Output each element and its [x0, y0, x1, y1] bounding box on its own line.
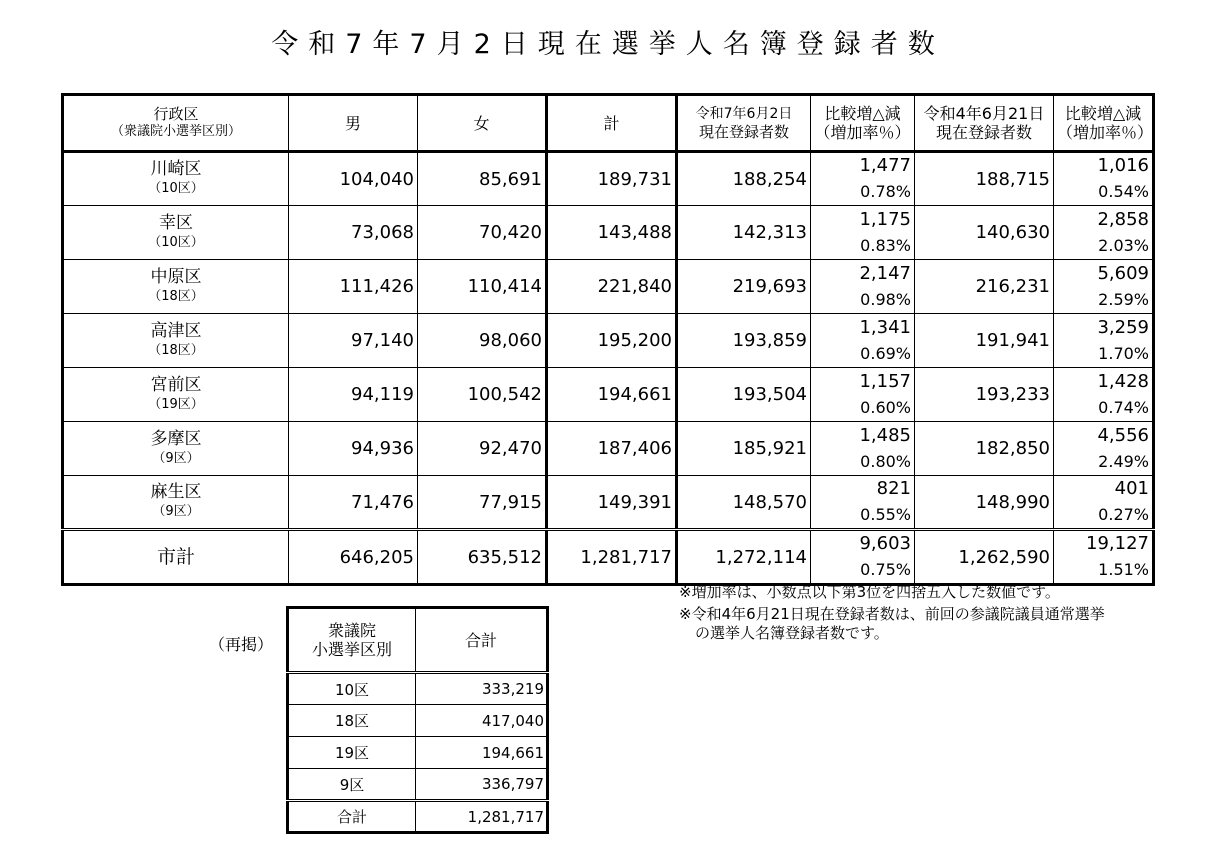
male-cell: 111,426 [289, 260, 418, 314]
district-name: 幸区 [159, 212, 193, 233]
diff-value: 1,175 [859, 208, 911, 230]
table-row [63, 314, 1154, 368]
district-cell [63, 260, 289, 314]
district-constituency: （18区） [148, 288, 204, 304]
total-cell: 189,731 [547, 152, 677, 206]
district-cell [63, 206, 289, 260]
header-diff-l1: 比較増△減 [824, 104, 901, 123]
diff2-rate: 1.51% [1098, 560, 1149, 579]
header-diff2-l2: （増加率％） [1057, 123, 1154, 142]
diff-cell [811, 530, 915, 585]
total-cell: 149,391 [547, 476, 677, 530]
diff-value: 821 [876, 478, 911, 499]
header-diff [811, 95, 915, 152]
diff-rate: 0.55% [860, 505, 911, 524]
diff-value: 1,341 [859, 316, 911, 338]
diff2-cell [1054, 476, 1154, 530]
male-cell: 97,140 [289, 314, 418, 368]
total-cell: 1,281,717 [547, 530, 677, 585]
female-cell: 635,512 [418, 530, 547, 585]
diff2-rate: 2.49% [1098, 451, 1149, 471]
header-row [63, 95, 1154, 152]
male-cell: 71,476 [289, 476, 418, 530]
district-constituency: （10区） [148, 234, 204, 250]
constituency-total-row [288, 801, 548, 833]
diff2-value: 1,016 [1097, 155, 1149, 176]
table-row [63, 368, 1154, 422]
female-cell: 70,420 [418, 206, 547, 260]
diff2-rate: 1.70% [1098, 343, 1149, 363]
diff-cell [811, 368, 915, 422]
city-total-label: 市計 [63, 530, 289, 585]
prev2-cell: 188,715 [915, 152, 1054, 206]
constituency-label: 9区 [288, 769, 416, 801]
diff-value: 1,477 [859, 155, 911, 176]
header-prev-l1: 令和7年6月2日 [695, 106, 793, 122]
header-district [63, 95, 289, 152]
diff2-value: 4,556 [1097, 424, 1149, 446]
diff2-cell [1054, 152, 1154, 206]
footnotes [679, 583, 1105, 643]
prev-cell: 193,504 [677, 368, 811, 422]
male-cell: 104,040 [289, 152, 418, 206]
diff-cell [811, 206, 915, 260]
diff2-rate: 2.59% [1098, 289, 1149, 309]
prev2-cell: 216,231 [915, 260, 1054, 314]
diff2-value: 19,127 [1086, 533, 1149, 554]
constituency-total-label: 合計 [288, 801, 416, 833]
constituency-value: 336,797 [416, 769, 548, 801]
header-constituency-l1: 衆議院 [327, 621, 376, 640]
total-cell: 187,406 [547, 422, 677, 476]
diff-cell [811, 422, 915, 476]
header-diff2 [1054, 95, 1154, 152]
female-cell: 77,915 [418, 476, 547, 530]
total-cell: 143,488 [547, 206, 677, 260]
male-cell: 94,936 [289, 422, 418, 476]
constituency-total-value: 1,281,717 [416, 801, 548, 833]
header-female: 女 [418, 95, 547, 152]
header-row [288, 608, 548, 673]
prev-cell: 193,859 [677, 314, 811, 368]
diff2-cell [1054, 260, 1154, 314]
diff-rate: 0.60% [860, 397, 911, 417]
diff-value: 2,147 [859, 262, 911, 284]
header-constituency-l2: 小選挙区別 [311, 640, 392, 659]
prev-cell: 1,272,114 [677, 530, 811, 585]
header-prev [677, 95, 811, 152]
diff2-value: 401 [1114, 478, 1149, 499]
table-row [288, 705, 548, 737]
district-constituency: （9区） [152, 504, 200, 519]
header-sum: 合計 [416, 608, 548, 673]
prev-cell: 188,254 [677, 152, 811, 206]
prev2-cell: 140,630 [915, 206, 1054, 260]
header-diff2-l1: 比較増△減 [1064, 104, 1142, 123]
female-cell: 92,470 [418, 422, 547, 476]
constituency-value: 194,661 [416, 737, 548, 769]
district-name: 中原区 [150, 266, 202, 287]
constituency-label: 18区 [288, 705, 416, 737]
diff-cell [811, 152, 915, 206]
prev-cell: 219,693 [677, 260, 811, 314]
diff2-rate: 0.74% [1098, 397, 1149, 417]
district-name: 多摩区 [150, 428, 202, 449]
header-prev2-l2: 現在登録者数 [935, 123, 1032, 142]
female-cell: 98,060 [418, 314, 547, 368]
constituency-value: 417,040 [416, 705, 548, 737]
header-prev2 [915, 95, 1054, 152]
male-cell: 94,119 [289, 368, 418, 422]
diff-rate: 0.83% [860, 235, 911, 255]
district-cell [63, 152, 289, 206]
district-cell [63, 476, 289, 530]
diff-rate: 0.80% [860, 451, 911, 471]
female-cell: 100,542 [418, 368, 547, 422]
prev2-cell: 1,262,590 [915, 530, 1054, 585]
table-row [288, 737, 548, 769]
female-cell: 85,691 [418, 152, 547, 206]
prev2-cell: 191,941 [915, 314, 1054, 368]
table-row [63, 476, 1154, 530]
header-diff-l2: （増加率％） [814, 123, 911, 142]
diff2-rate: 2.03% [1098, 235, 1149, 255]
diff-cell [811, 476, 915, 530]
prev-cell: 148,570 [677, 476, 811, 530]
header-district-label: 行政区 [153, 105, 199, 123]
district-cell [63, 314, 289, 368]
table-row [63, 152, 1154, 206]
prev-cell: 142,313 [677, 206, 811, 260]
constituency-label: 10区 [288, 673, 416, 705]
district-name: 川崎区 [150, 159, 202, 179]
constituency-table [286, 606, 549, 834]
prev-cell: 185,921 [677, 422, 811, 476]
header-prev2-l1: 令和4年6月21日 [923, 104, 1045, 123]
diff-rate: 0.75% [860, 560, 911, 579]
header-total: 計 [547, 95, 677, 152]
table-row [63, 422, 1154, 476]
female-cell: 110,414 [418, 260, 547, 314]
diff2-cell [1054, 206, 1154, 260]
diff-rate: 0.98% [860, 289, 911, 309]
district-name: 宮前区 [150, 374, 202, 395]
district-name: 高津区 [150, 320, 202, 341]
diff2-value: 5,609 [1097, 262, 1149, 284]
page-title: 令和7年7月2日現在選挙人名簿登録者数 [271, 29, 945, 60]
total-cell: 195,200 [547, 314, 677, 368]
footnote-rate: ※増加率は、小数点以下第3位を四捨五入した数値です。 [679, 583, 1060, 601]
district-constituency: （19区） [148, 396, 204, 412]
prev2-cell: 193,233 [915, 368, 1054, 422]
footnote-previous-line2: の選挙人名簿登録者数です。 [695, 624, 889, 642]
total-cell: 221,840 [547, 260, 677, 314]
diff-cell [811, 260, 915, 314]
diff2-rate: 0.54% [1098, 182, 1149, 201]
diff2-cell [1054, 422, 1154, 476]
district-constituency: （10区） [148, 181, 204, 196]
header-constituency [288, 608, 416, 673]
diff-rate: 0.78% [860, 182, 911, 201]
header-male: 男 [289, 95, 418, 152]
footnote-previous-line1: ※令和4年6月21日現在登録者数は、前回の参議院議員通常選挙 [679, 605, 1105, 623]
district-constituency: （9区） [152, 450, 200, 466]
diff2-value: 3,259 [1097, 316, 1149, 338]
table-row [63, 206, 1154, 260]
diff2-cell [1054, 314, 1154, 368]
diff-value: 9,603 [859, 533, 911, 554]
diff-value: 1,485 [859, 424, 911, 446]
diff2-cell [1054, 530, 1154, 585]
diff2-cell [1054, 368, 1154, 422]
diff2-value: 2,858 [1097, 208, 1149, 230]
district-cell [63, 368, 289, 422]
city-total-row [63, 530, 1154, 585]
prev2-cell: 148,990 [915, 476, 1054, 530]
district-name: 麻生区 [150, 482, 202, 502]
constituency-label: 19区 [288, 737, 416, 769]
diff2-rate: 0.27% [1098, 505, 1149, 524]
district-cell [63, 422, 289, 476]
male-cell: 646,205 [289, 530, 418, 585]
header-district-sub: （衆議院小選挙区別） [110, 124, 241, 139]
diff-rate: 0.69% [860, 343, 911, 363]
reprint-label: （再掲） [209, 635, 274, 654]
table-row [288, 673, 548, 705]
total-cell: 194,661 [547, 368, 677, 422]
table-row [288, 769, 548, 801]
diff-value: 1,157 [859, 370, 911, 392]
table-row [63, 260, 1154, 314]
diff-cell [811, 314, 915, 368]
district-constituency: （18区） [148, 342, 204, 358]
prev2-cell: 182,850 [915, 422, 1054, 476]
registration-table [61, 93, 1155, 586]
constituency-value: 333,219 [416, 673, 548, 705]
male-cell: 73,068 [289, 206, 418, 260]
diff2-value: 1,428 [1097, 370, 1149, 392]
header-prev-l2: 現在登録者数 [698, 123, 789, 141]
